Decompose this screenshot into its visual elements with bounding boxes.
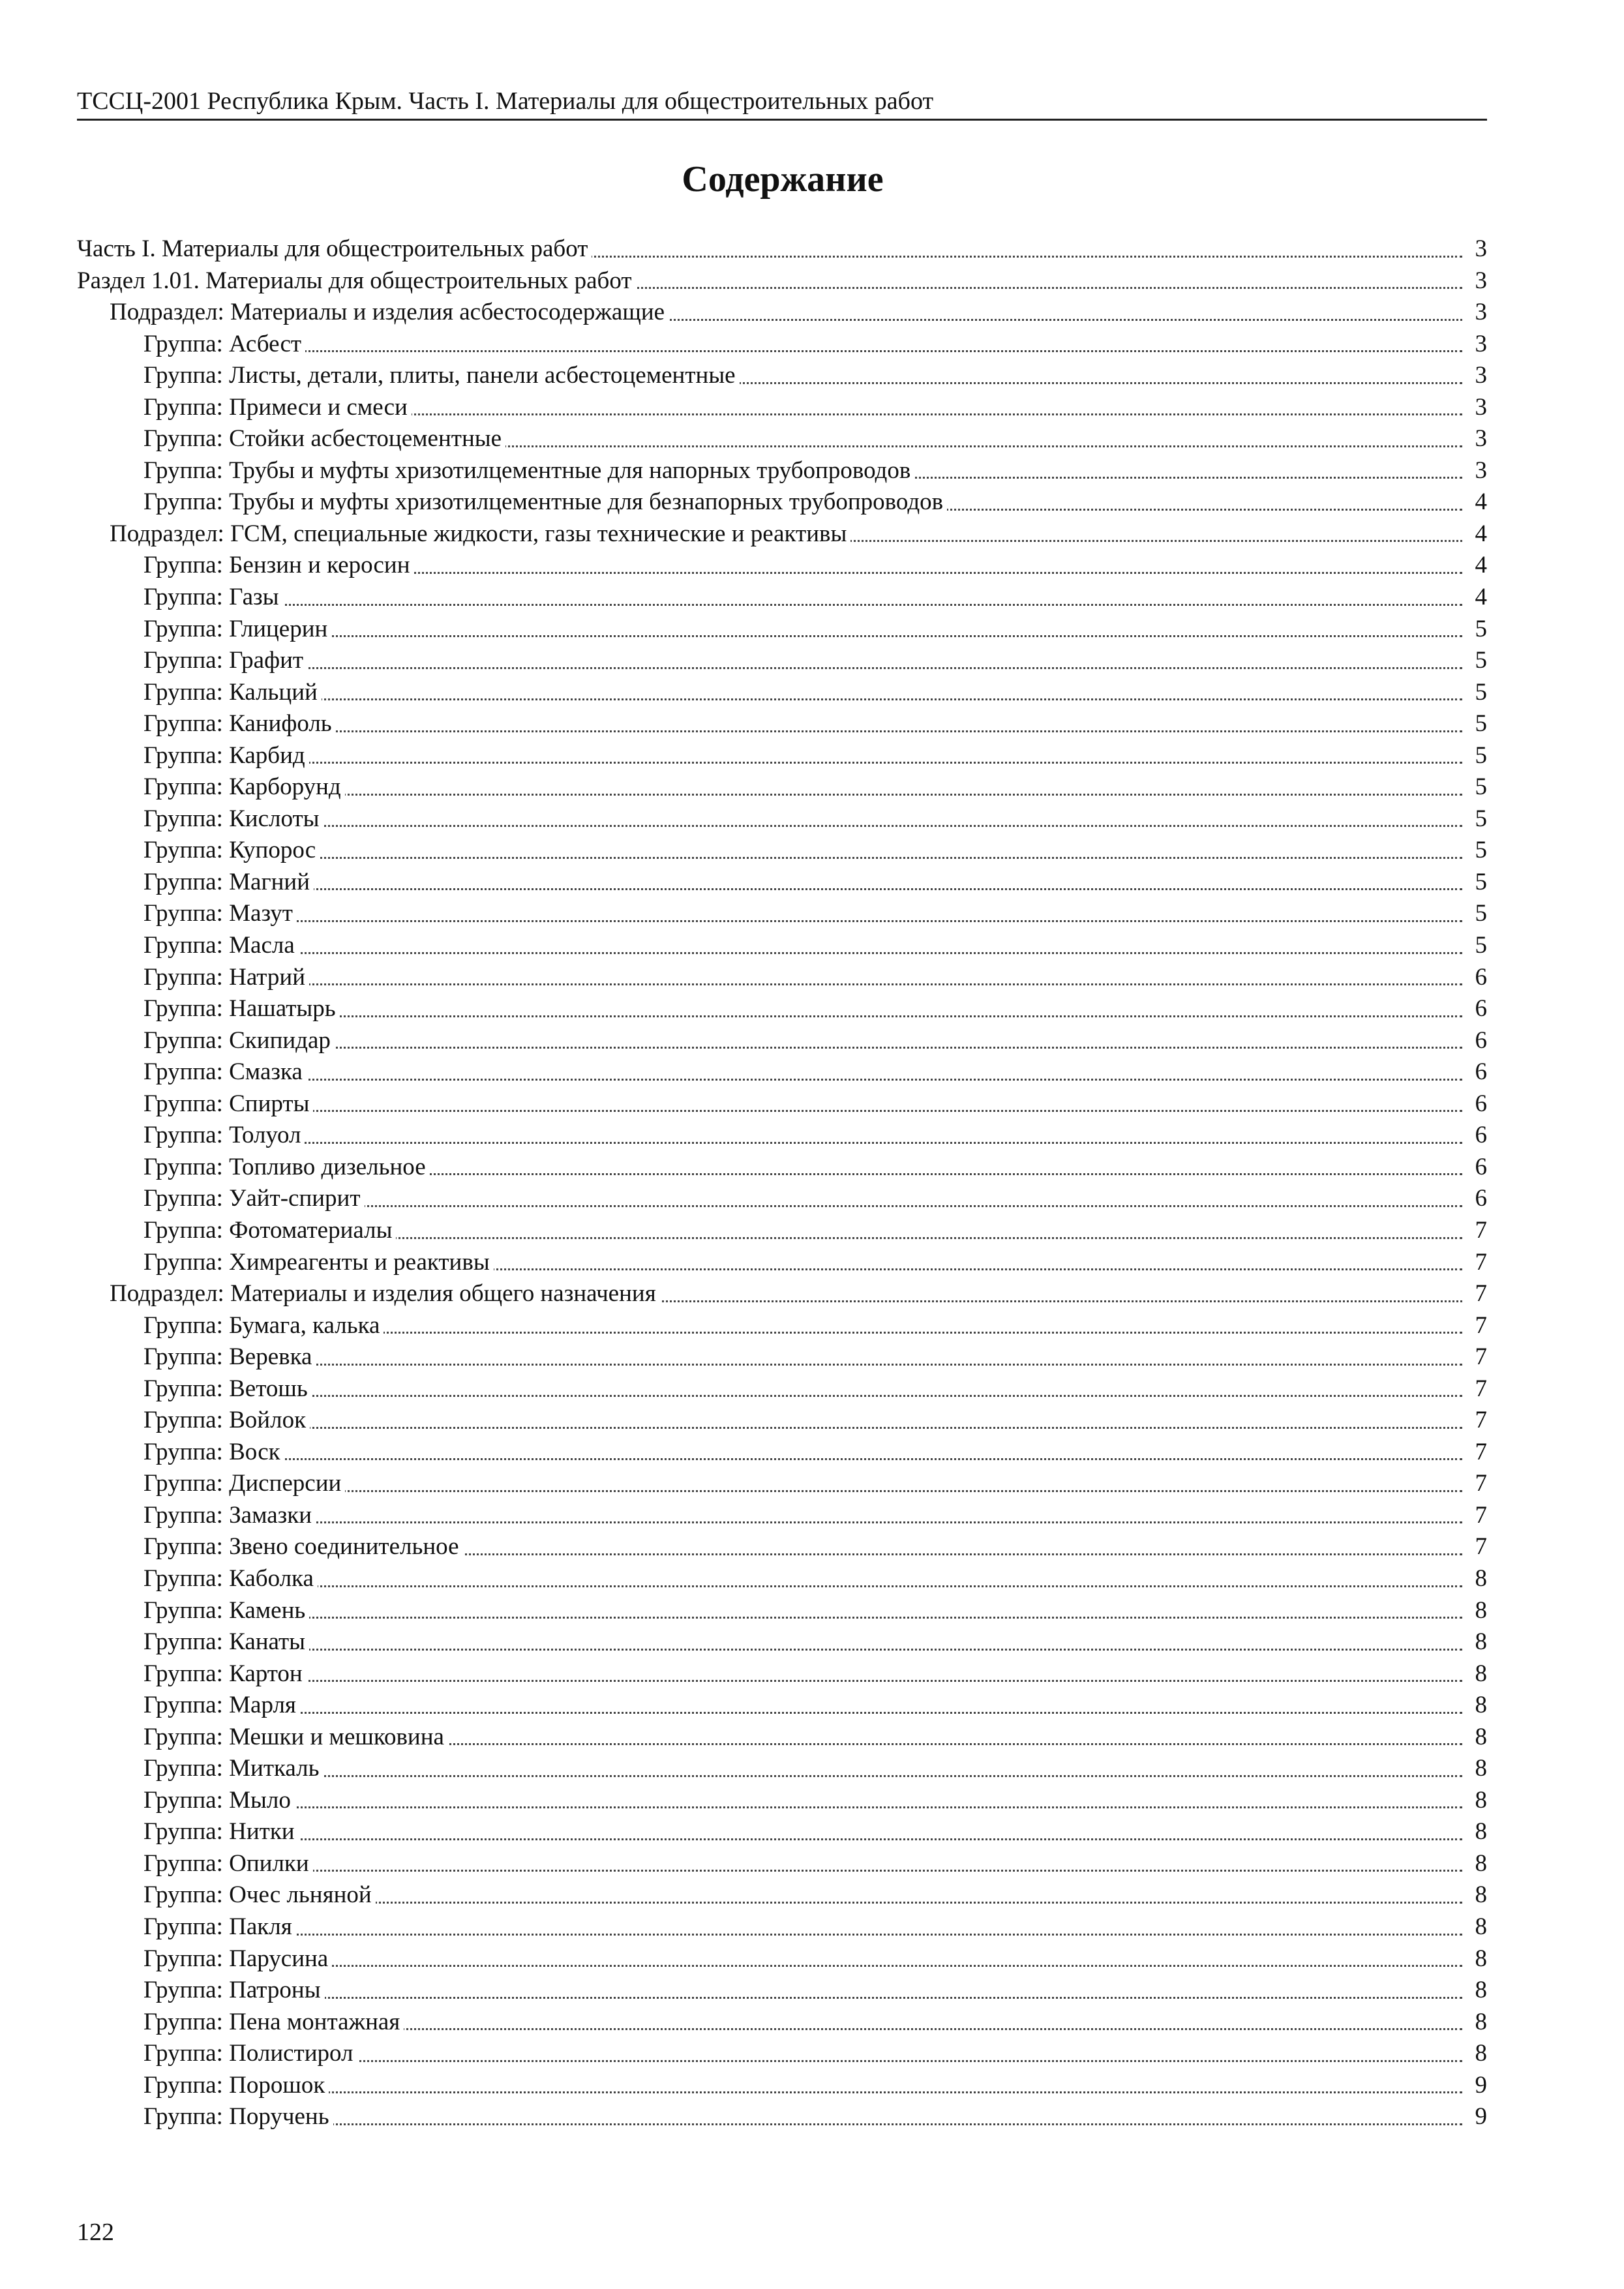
toc-entry-line: [143, 2101, 1487, 2133]
dot-leader: [143, 1079, 1462, 1081]
toc-entry-line: [143, 867, 1487, 899]
page-header: [77, 86, 1487, 121]
dot-leader: [143, 857, 1462, 859]
toc-entry-page: 6: [1467, 1120, 1487, 1152]
toc-entry-page: 7: [1467, 1247, 1487, 1279]
toc-entry-line: [143, 993, 1487, 1025]
toc-entry-line: [143, 1563, 1487, 1595]
toc-entry-line: [143, 2007, 1487, 2039]
toc-entry-label: Группа: Примеси и смеси: [143, 394, 412, 421]
dot-leader: [143, 2091, 1462, 2093]
toc-entry-label: Группа: Парусина: [143, 1945, 332, 1972]
toc-entry[interactable]: [77, 1722, 1487, 1754]
toc-entry[interactable]: [77, 233, 1487, 265]
toc-entry-page: 3: [1467, 233, 1487, 265]
toc-entry-label: Группа: Мешки и мешковина: [143, 1724, 448, 1750]
toc-entry[interactable]: [77, 1025, 1487, 1057]
toc-entry[interactable]: [77, 708, 1487, 740]
toc-entry[interactable]: [77, 1183, 1487, 1215]
toc-entry-page: 8: [1467, 1595, 1487, 1627]
toc-entry[interactable]: [77, 582, 1487, 614]
toc-entry-page: 3: [1467, 392, 1487, 424]
toc-entry-line: [143, 423, 1487, 455]
toc-entry-page: 7: [1467, 1437, 1487, 1469]
toc-entry-label: Группа: Топливо дизельное: [143, 1154, 430, 1180]
toc-entry[interactable]: [77, 1975, 1487, 2007]
toc-entry-line: [143, 962, 1487, 994]
toc-title: Содержание: [682, 159, 884, 200]
toc-entry-page: 9: [1467, 2070, 1487, 2102]
dot-leader: [143, 952, 1462, 954]
toc-entry-line: [143, 1848, 1487, 1880]
toc-entry-line: [143, 771, 1487, 803]
dot-leader: [143, 1364, 1462, 1366]
toc-entry-label: Группа: Картон: [143, 1660, 307, 1687]
toc-entry-label: Группа: Графит: [143, 647, 307, 674]
toc-entry-page: 8: [1467, 1943, 1487, 1975]
toc-entry-label: Группа: Мыло: [143, 1787, 295, 1814]
toc-entry-line: [143, 708, 1487, 740]
toc-entry-line: [143, 1690, 1487, 1722]
toc-entry-page: 4: [1467, 550, 1487, 582]
toc-entry-line: [143, 740, 1487, 772]
toc-entry-line: [143, 1405, 1487, 1437]
dot-leader: [143, 1680, 1462, 1682]
toc-entry[interactable]: [77, 550, 1487, 582]
toc-entry-line: [143, 486, 1487, 518]
toc-entry-page: 6: [1467, 993, 1487, 1025]
toc-entry-line: [143, 1911, 1487, 1943]
toc-entry[interactable]: [77, 1468, 1487, 1500]
toc-entry-line: [143, 392, 1487, 424]
toc-entry-line: [143, 1183, 1487, 1215]
toc-entry-page: 5: [1467, 740, 1487, 772]
toc-entry-page: 7: [1467, 1310, 1487, 1342]
toc-entry-label: Группа: Мазут: [143, 900, 297, 927]
dot-leader: [143, 1934, 1462, 1936]
toc-entry[interactable]: [77, 1500, 1487, 1532]
toc-entry-label: Группа: Уайт-спирит: [143, 1185, 365, 1212]
toc-entry-page: 5: [1467, 803, 1487, 835]
toc-entry-line: [143, 1943, 1487, 1975]
toc-entry[interactable]: [77, 1215, 1487, 1247]
toc-entry[interactable]: [77, 1373, 1487, 1405]
toc-entry-line: [143, 1088, 1487, 1120]
toc-entry-label: Группа: Порошок: [143, 2072, 329, 2099]
toc-entry-label: Часть I. Материалы для общестроительных работ: [77, 235, 592, 262]
toc-entry-label: Группа: Толуол: [143, 1122, 305, 1148]
toc-entry-line: [143, 1975, 1487, 2007]
dot-leader: [143, 1712, 1462, 1714]
toc-entry-page: 6: [1467, 1152, 1487, 1184]
toc-entry[interactable]: [77, 930, 1487, 962]
page-header-title: ТССЦ-2001 Республика Крым. Часть I. Материалы для общестроительных работ: [77, 87, 934, 115]
toc-entry-page: 8: [1467, 1753, 1487, 1785]
toc-entry-line: [143, 1056, 1487, 1088]
toc-entry-label: Группа: Бумага, калька: [143, 1312, 383, 1339]
toc-entry-line: [143, 803, 1487, 835]
toc-entry-line: [143, 1879, 1487, 1911]
toc-entry[interactable]: [77, 1848, 1487, 1880]
toc-entry[interactable]: [77, 614, 1487, 646]
toc-entry-page: 8: [1467, 1722, 1487, 1754]
dot-leader: [143, 1142, 1462, 1144]
toc-entry-label: Группа: Скипидар: [143, 1027, 335, 1054]
toc-entry-page: 8: [1467, 1848, 1487, 1880]
dot-leader: [143, 604, 1462, 606]
toc-entry-page: 3: [1467, 455, 1487, 487]
toc-entry[interactable]: [77, 392, 1487, 424]
dot-leader: [143, 635, 1462, 637]
toc-entry[interactable]: [77, 486, 1487, 518]
dot-leader: [143, 1047, 1462, 1049]
toc-entry[interactable]: [77, 518, 1487, 550]
toc-entry-line: [143, 1120, 1487, 1152]
toc-entry-line: [143, 1816, 1487, 1848]
toc-entry[interactable]: [77, 1816, 1487, 1848]
toc-entry-label: Группа: Очес льняной: [143, 1881, 376, 1908]
toc-entry-page: 5: [1467, 771, 1487, 803]
toc-entry-label: Подраздел: ГСМ, специальные жидкости, газы технические и реактивы: [110, 520, 850, 547]
toc-entry-label: Группа: Замазки: [143, 1502, 316, 1529]
toc-entry-page: 8: [1467, 2038, 1487, 2070]
toc-entry-page: 8: [1467, 1975, 1487, 2007]
toc-entry[interactable]: [77, 1531, 1487, 1563]
toc-entry[interactable]: [77, 2101, 1487, 2133]
dot-leader: [143, 1870, 1462, 1872]
toc-entry-label: Группа: Фотоматериалы: [143, 1217, 396, 1244]
toc-entry[interactable]: [77, 2070, 1487, 2102]
page-number: 122: [77, 2219, 114, 2246]
toc-entry[interactable]: [77, 1753, 1487, 1785]
toc-entry-line: [77, 265, 1487, 297]
toc-entry-label: Группа: Смазка: [143, 1058, 307, 1085]
dot-leader: [143, 350, 1462, 352]
toc-entry-line: [143, 1595, 1487, 1627]
dot-leader: [143, 698, 1462, 700]
toc-entry-label: Группа: Каболка: [143, 1565, 318, 1592]
toc-entry-page: 5: [1467, 835, 1487, 867]
toc-entry-line: [143, 1468, 1487, 1500]
toc-entry[interactable]: [77, 2007, 1487, 2039]
toc-entry-label: Группа: Марля: [143, 1692, 300, 1718]
dot-leader: [143, 1775, 1462, 1777]
toc-entry[interactable]: [77, 803, 1487, 835]
dot-leader: [143, 1649, 1462, 1651]
toc-entry-page: 5: [1467, 898, 1487, 930]
toc-entry[interactable]: [77, 1278, 1487, 1310]
toc-entry-label: Группа: Патроны: [143, 1977, 325, 2003]
toc-entry-page: 5: [1467, 677, 1487, 709]
toc-entry-label: Группа: Кальций: [143, 679, 322, 706]
toc-entry[interactable]: [77, 1247, 1487, 1279]
toc-entry-page: 6: [1467, 1056, 1487, 1088]
toc-entry-label: Группа: Воск: [143, 1439, 284, 1465]
toc-entry[interactable]: [77, 867, 1487, 899]
toc-entry[interactable]: [77, 265, 1487, 297]
toc-entry[interactable]: [77, 1437, 1487, 1469]
dot-leader: [143, 1427, 1462, 1429]
dot-leader: [143, 1395, 1462, 1397]
dot-leader: [143, 825, 1462, 827]
toc-entry-label: Группа: Камень: [143, 1597, 309, 1624]
toc-entry[interactable]: [77, 1120, 1487, 1152]
toc-entry[interactable]: [77, 1911, 1487, 1943]
toc-entry[interactable]: [77, 1785, 1487, 1817]
dot-leader: [143, 1806, 1462, 1808]
toc-entry-page: 9: [1467, 2101, 1487, 2133]
toc-entry-page: 8: [1467, 1879, 1487, 1911]
dot-leader: [143, 1015, 1462, 1017]
dot-leader: [143, 1965, 1462, 1967]
toc-entry[interactable]: [77, 1658, 1487, 1690]
toc-entry-line: [143, 898, 1487, 930]
toc-entry-label: Группа: Звено соединительное: [143, 1533, 463, 1560]
toc-entry-page: 3: [1467, 329, 1487, 361]
toc-entry-line: [143, 1500, 1487, 1532]
toc-entry-label: Раздел 1.01. Материалы для общестроительных работ: [77, 267, 636, 294]
toc-entry-page: 6: [1467, 1088, 1487, 1120]
toc-entry-page: 4: [1467, 582, 1487, 614]
dot-leader: [143, 2123, 1462, 2125]
toc-entry[interactable]: [77, 771, 1487, 803]
toc-entry[interactable]: [77, 740, 1487, 772]
toc-entry-line: [143, 550, 1487, 582]
toc-entry-label: Группа: Ветошь: [143, 1375, 312, 1402]
toc-entry[interactable]: [77, 1943, 1487, 1975]
toc-entry-page: 5: [1467, 930, 1487, 962]
toc-entry-label: Группа: Пакля: [143, 1913, 296, 1940]
toc-entry-page: 5: [1467, 867, 1487, 899]
toc-entry-page: 7: [1467, 1468, 1487, 1500]
toc-entry[interactable]: [77, 455, 1487, 487]
toc-entry-line: [110, 297, 1487, 329]
toc-entry[interactable]: [77, 329, 1487, 361]
toc-entry-label: Группа: Спирты: [143, 1090, 313, 1117]
toc-entry-label: Группа: Асбест: [143, 331, 305, 357]
toc-entry-page: 7: [1467, 1531, 1487, 1563]
dot-leader: [143, 1110, 1462, 1112]
toc-entry-line: [143, 2038, 1487, 2070]
toc-entry[interactable]: [77, 835, 1487, 867]
dot-leader: [143, 762, 1462, 764]
toc-entry-page: 6: [1467, 1183, 1487, 1215]
toc-entry-page: 7: [1467, 1278, 1487, 1310]
toc-entry-label: Группа: Полистирол: [143, 2040, 357, 2067]
toc-entry-page: 8: [1467, 1911, 1487, 1943]
toc-entry-label: Группа: Канифоль: [143, 710, 336, 737]
toc-entry-label: Группа: Купорос: [143, 837, 320, 863]
dot-leader: [143, 1585, 1462, 1587]
toc-entry-label: Группа: Кислоты: [143, 805, 323, 832]
toc-entry-label: Группа: Бензин и керосин: [143, 552, 414, 578]
toc-entry-line: [143, 1626, 1487, 1658]
toc-entry-label: Группа: Трубы и муфты хризотилцементные для напорных трубопроводов: [143, 457, 914, 484]
toc-entry-page: 3: [1467, 423, 1487, 455]
toc-entry-page: 8: [1467, 1690, 1487, 1722]
toc-entry[interactable]: [77, 1690, 1487, 1722]
toc-entry[interactable]: [77, 898, 1487, 930]
toc-entry[interactable]: [77, 1341, 1487, 1373]
toc-entry-page: 7: [1467, 1405, 1487, 1437]
toc-entry-label: Группа: Дисперсии: [143, 1470, 345, 1497]
toc-entry-label: Группа: Трубы и муфты хризотилцементные для безнапорных трубопроводов: [143, 488, 947, 515]
toc-entry-page: 3: [1467, 297, 1487, 329]
toc-entry-page: 8: [1467, 2007, 1487, 2039]
toc-entry-line: [143, 1247, 1487, 1279]
toc-entry-page: 7: [1467, 1215, 1487, 1247]
toc-entry-label: Группа: Карбид: [143, 742, 309, 769]
toc-entry[interactable]: [77, 1626, 1487, 1658]
toc-entry-page: 8: [1467, 1626, 1487, 1658]
toc-entry[interactable]: [77, 645, 1487, 677]
dot-leader: [143, 1838, 1462, 1840]
toc-list: [77, 233, 1487, 2133]
dot-leader: [143, 1521, 1462, 1523]
toc-entry-page: 5: [1467, 645, 1487, 677]
toc-entry[interactable]: [77, 360, 1487, 392]
toc-entry-line: [143, 645, 1487, 677]
toc-entry-page: 8: [1467, 1785, 1487, 1817]
toc-entry[interactable]: [77, 1056, 1487, 1088]
toc-entry-label: Группа: Нашатырь: [143, 995, 340, 1022]
toc-entry-label: Группа: Карборунд: [143, 773, 345, 800]
toc-entry-line: [77, 233, 1487, 265]
dot-leader: [143, 920, 1462, 922]
toc-entry-label: Группа: Химреагенты и реактивы: [143, 1249, 494, 1276]
toc-entry-label: Группа: Опилки: [143, 1850, 313, 1877]
toc-entry-page: 4: [1467, 518, 1487, 550]
toc-entry-page: 5: [1467, 708, 1487, 740]
toc-entry-line: [143, 1152, 1487, 1184]
toc-entry-line: [143, 1753, 1487, 1785]
toc-entry-line: [143, 930, 1487, 962]
dot-leader: [143, 1617, 1462, 1619]
toc-entry-label: Группа: Глицерин: [143, 616, 331, 642]
toc-entry-page: 8: [1467, 1658, 1487, 1690]
toc-entry-line: [143, 1785, 1487, 1817]
toc-entry-page: 8: [1467, 1816, 1487, 1848]
toc-entry-line: [143, 614, 1487, 646]
toc-entry-label: Группа: Канаты: [143, 1628, 309, 1655]
toc-entry-label: Группа: Пена монтажная: [143, 2009, 404, 2035]
toc-entry[interactable]: [77, 2038, 1487, 2070]
toc-entry-line: [143, 835, 1487, 867]
toc-entry-line: [143, 1531, 1487, 1563]
dot-leader: [143, 888, 1462, 890]
toc-entry-line: [110, 1278, 1487, 1310]
toc-entry-page: 8: [1467, 1563, 1487, 1595]
toc-entry[interactable]: [77, 677, 1487, 709]
toc-entry-label: Группа: Нитки: [143, 1818, 299, 1845]
toc-entry-label: Группа: Веревка: [143, 1343, 316, 1370]
toc-entry-label: Группа: Войлок: [143, 1407, 310, 1433]
toc-entry-label: Группа: Стойки асбестоцементные: [143, 425, 505, 452]
toc-entry-label: Группа: Газы: [143, 584, 283, 610]
toc-entry-line: [143, 1341, 1487, 1373]
toc-entry-label: Группа: Магний: [143, 869, 314, 895]
dot-leader: [143, 1458, 1462, 1460]
toc-entry-line: [143, 1025, 1487, 1057]
toc-entry-label: Группа: Поручень: [143, 2103, 333, 2130]
toc-entry-line: [143, 1373, 1487, 1405]
toc-entry-page: 3: [1467, 360, 1487, 392]
toc-entry[interactable]: [77, 297, 1487, 329]
toc-entry-page: 7: [1467, 1500, 1487, 1532]
toc-entry-line: [143, 455, 1487, 487]
dot-leader: [143, 1997, 1462, 1999]
toc-entry-page: 6: [1467, 962, 1487, 994]
toc-entry-line: [143, 1310, 1487, 1342]
toc-entry-page: 7: [1467, 1373, 1487, 1405]
toc-entry-label: Подраздел: Материалы и изделия общего назначения: [110, 1280, 660, 1307]
toc-entry-page: 3: [1467, 265, 1487, 297]
dot-leader: [143, 667, 1462, 669]
toc-entry-line: [110, 518, 1487, 550]
toc-entry-line: [143, 1437, 1487, 1469]
toc-entry-label: Группа: Листы, детали, плиты, панели асбестоцементные: [143, 362, 740, 389]
toc-entry[interactable]: [77, 1310, 1487, 1342]
toc-entry-line: [143, 1215, 1487, 1247]
toc-entry-label: Подраздел: Материалы и изделия асбестосодержащие: [110, 299, 669, 325]
toc-entry-line: [143, 677, 1487, 709]
toc-entry-line: [143, 360, 1487, 392]
toc-entry-page: 5: [1467, 614, 1487, 646]
toc-entry[interactable]: [77, 1563, 1487, 1595]
toc-entry[interactable]: [77, 423, 1487, 455]
toc-entry-line: [143, 1658, 1487, 1690]
toc-entry[interactable]: [77, 1152, 1487, 1184]
toc-entry-page: 4: [1467, 486, 1487, 518]
toc-entry-label: Группа: Натрий: [143, 964, 309, 991]
toc-entry-label: Группа: Миткаль: [143, 1755, 323, 1782]
toc-entry-page: 7: [1467, 1341, 1487, 1373]
toc-entry[interactable]: [77, 1405, 1487, 1437]
toc-entry-line: [143, 582, 1487, 614]
toc-entry[interactable]: [77, 1088, 1487, 1120]
dot-leader: [143, 730, 1462, 732]
dot-leader: [143, 983, 1462, 985]
toc-entry-line: [143, 1722, 1487, 1754]
toc-entry[interactable]: [77, 962, 1487, 994]
toc-entry[interactable]: [77, 1879, 1487, 1911]
toc-entry-line: [143, 329, 1487, 361]
toc-entry-line: [143, 2070, 1487, 2102]
toc-entry[interactable]: [77, 993, 1487, 1025]
toc-entry-label: Группа: Масла: [143, 932, 299, 959]
toc-entry[interactable]: [77, 1595, 1487, 1627]
toc-entry-page: 6: [1467, 1025, 1487, 1057]
